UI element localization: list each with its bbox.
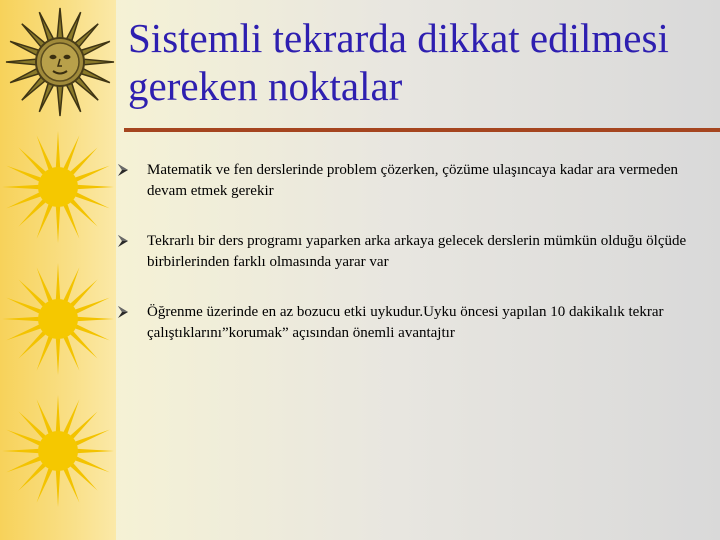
sun-ray bbox=[2, 449, 42, 454]
sun-ray bbox=[56, 263, 61, 303]
bullet-item bbox=[116, 231, 712, 273]
arrow-bullet-icon bbox=[117, 305, 129, 319]
arrow-bullet-icon bbox=[117, 234, 129, 248]
bullet-list bbox=[116, 160, 712, 373]
sun-icon bbox=[2, 260, 114, 378]
sun-ray bbox=[74, 317, 114, 322]
sun-ray bbox=[56, 467, 61, 507]
bullet-text: Tekrarlı bir ders programı yaparken arka arkaya gelecek derslerin mümkün olduğu ölçüde birbirlerinden farklı olmasında yarar var bbox=[147, 233, 687, 270]
bullet-text: Matematik ve fen derslerinde problem çözerken, çözüme ulaşıncaya kadar ara vermeden devam etmek gerekir bbox=[147, 162, 678, 199]
sun-icon bbox=[2, 128, 114, 246]
bullet-item bbox=[116, 160, 712, 202]
sun-ray bbox=[2, 185, 42, 190]
bullet-text: Öğrenme üzerinde en az bozucu etki uykudur.Uyku öncesi yapılan 10 dakikalık tekrar çalıştıklarını”korumak” açısından önemli avantajtır bbox=[147, 304, 664, 341]
sun-ray bbox=[56, 203, 61, 243]
sun-ray bbox=[56, 395, 61, 435]
slide-title: Sistemli tekrarda dikkat edilmesi gereken noktalar bbox=[128, 15, 669, 109]
sun-ray bbox=[74, 449, 114, 454]
sun-ray bbox=[2, 317, 42, 322]
arrow-bullet-icon bbox=[117, 163, 129, 177]
bullet-item bbox=[116, 302, 712, 344]
sun-ray bbox=[74, 185, 114, 190]
sun-icon bbox=[2, 392, 114, 510]
sun-ray bbox=[56, 335, 61, 375]
sun-ray bbox=[56, 131, 61, 171]
title-divider bbox=[124, 128, 720, 132]
sun-face-icon bbox=[4, 2, 116, 122]
